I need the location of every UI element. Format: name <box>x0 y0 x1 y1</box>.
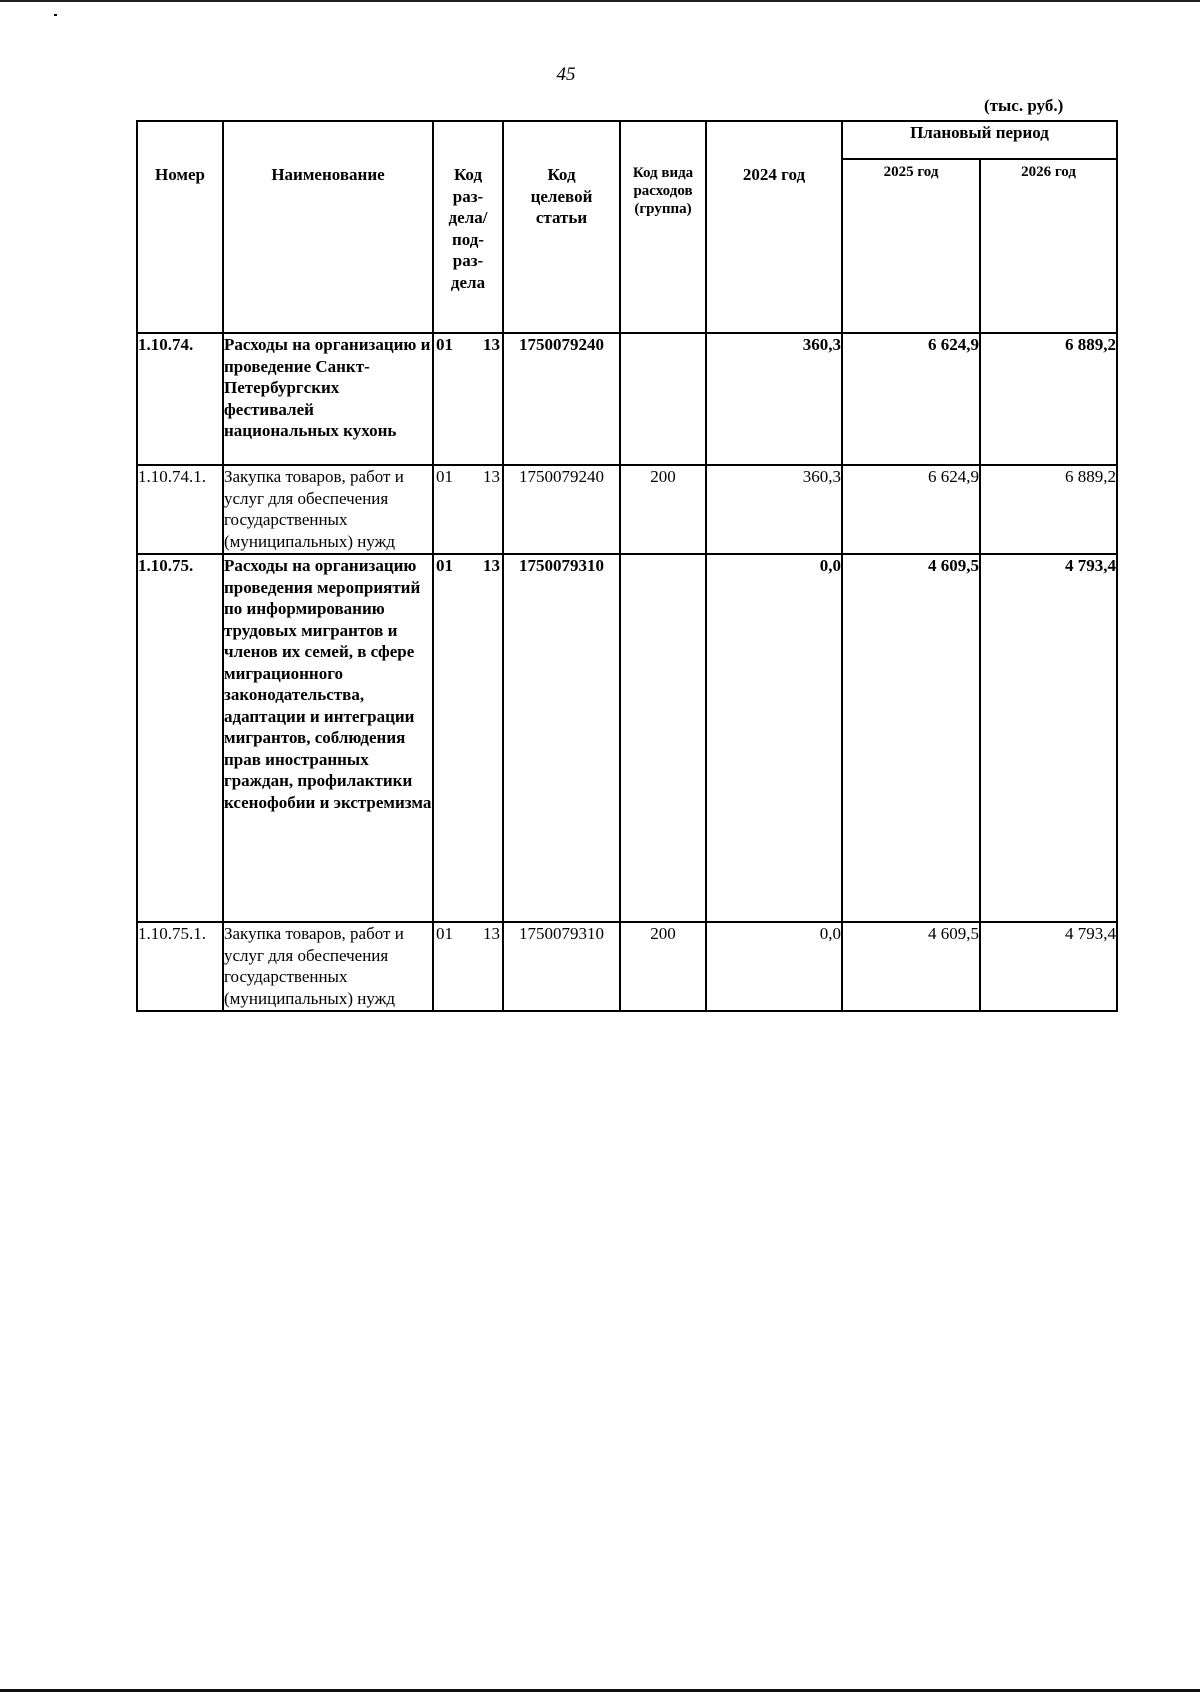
row-section-code <box>433 554 503 922</box>
scan-artifact <box>54 14 57 16</box>
header-target-code-line: Код <box>547 165 576 184</box>
table-row <box>137 922 1117 1011</box>
row-number: 1.10.75. <box>137 554 223 922</box>
table-row <box>137 465 1117 554</box>
row-expense-type <box>620 333 706 465</box>
row-name: Закупка товаров, работ и услуг для обеспечения государственных (муниципальных) нужд <box>223 922 433 1011</box>
header-target-code-line: целевой <box>530 186 593 206</box>
row-amount-2026: 4 793,4 <box>980 922 1117 1011</box>
row-number: 1.10.74.1. <box>137 465 223 554</box>
row-name: Расходы на организацию проведения мероприятий по информированию трудовых мигрантов и членов их семей, в сфере миграционного законодательства, адаптации и интеграции мигрантов, соблюдения прав иностранных граждан, профилактики ксенофобии и экстремизма <box>223 554 433 922</box>
row-section: 01 <box>436 335 453 354</box>
row-subsection: 13 <box>483 335 500 354</box>
row-amount-2026: 6 889,2 <box>980 333 1117 465</box>
row-number: 1.10.75.1. <box>137 922 223 1011</box>
header-expense-type-line: (группа) <box>634 201 692 217</box>
header-expense-type-line: расходов <box>633 183 693 199</box>
row-subsection: 13 <box>483 467 500 486</box>
header-expense-type <box>620 121 706 333</box>
row-subsection: 13 <box>483 556 500 575</box>
header-section-code-line: дела <box>450 272 486 292</box>
header-year-2026-label: 2026 год <box>1021 164 1076 180</box>
row-expense-type: 200 <box>620 922 706 1011</box>
row-amount-2024: 0,0 <box>706 922 842 1011</box>
row-target-code: 1750079310 <box>503 554 620 922</box>
table-row <box>137 333 1117 465</box>
row-amount-2024: 360,3 <box>706 465 842 554</box>
row-amount-2025: 6 624,9 <box>842 465 980 554</box>
units-label: (тыс. руб.) <box>984 96 1064 115</box>
page-number: 45 <box>556 64 576 85</box>
row-number: 1.10.74. <box>137 333 223 465</box>
row-amount-2025: 4 609,5 <box>842 554 980 922</box>
row-subsection: 13 <box>483 924 500 943</box>
row-section-code <box>433 922 503 1011</box>
row-amount-2024: 360,3 <box>706 333 842 465</box>
scan-top-edge <box>0 0 1200 2</box>
budget-table <box>136 120 1118 1012</box>
header-section-code-line: под- <box>451 229 485 249</box>
header-section-code-line: раз- <box>452 186 484 206</box>
row-section: 01 <box>436 924 453 943</box>
row-amount-2026: 6 889,2 <box>980 465 1117 554</box>
row-amount-2025: 4 609,5 <box>842 922 980 1011</box>
header-expense-type-line: Код вида <box>632 165 694 181</box>
row-name: Закупка товаров, работ и услуг для обеспечения государственных (муниципальных) нужд <box>223 465 433 554</box>
header-row-top <box>137 121 1117 159</box>
row-target-code: 1750079240 <box>503 465 620 554</box>
header-year-2025-label: 2025 год <box>883 164 939 180</box>
row-amount-2025: 6 624,9 <box>842 333 980 465</box>
header-section-code <box>433 121 503 333</box>
header-section-code-line: Код <box>453 165 483 184</box>
row-amount-2026: 4 793,4 <box>980 554 1117 922</box>
header-target-code-line: статьи <box>535 208 588 227</box>
table-row <box>137 554 1117 922</box>
row-section: 01 <box>436 556 453 575</box>
row-expense-type <box>620 554 706 922</box>
header-year-2026 <box>980 159 1117 333</box>
header-number: Номер <box>137 121 223 333</box>
row-target-code: 1750079310 <box>503 922 620 1011</box>
header-target-code <box>503 121 620 333</box>
header-section-code-line: раз- <box>452 251 484 270</box>
row-name: Расходы на организацию и проведение Санкт-Петербургских фестивалей национальных кухонь <box>223 333 433 465</box>
header-section-code-line: дела/ <box>448 208 488 227</box>
row-section-code <box>433 465 503 554</box>
header-planning-period: Плановый период <box>842 121 1117 159</box>
row-amount-2024: 0,0 <box>706 554 842 922</box>
header-name: Наименование <box>223 121 433 333</box>
header-year-2025 <box>842 159 980 333</box>
row-section: 01 <box>436 467 453 486</box>
header-year-2024: 2024 год <box>706 121 842 333</box>
row-section-code <box>433 333 503 465</box>
row-expense-type: 200 <box>620 465 706 554</box>
row-target-code: 1750079240 <box>503 333 620 465</box>
